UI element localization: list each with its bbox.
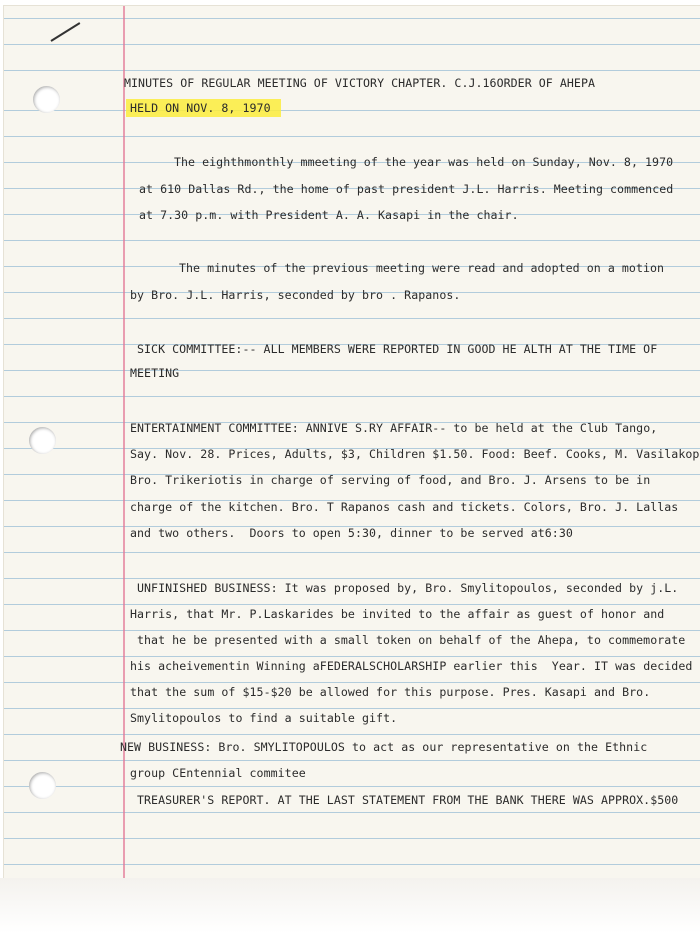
body-line: Harris, that Mr. P.Laskarides be invited to the affair as guest of honor and bbox=[130, 607, 665, 621]
pen-mark bbox=[50, 22, 80, 42]
scan-background bbox=[0, 878, 700, 933]
punch-hole-bottom bbox=[29, 772, 56, 799]
body-line: and two others. Doors to open 5:30, dinner to be served at6:30 bbox=[130, 526, 573, 540]
body-line: by Bro. J.L. Harris, seconded by bro . Rapanos. bbox=[130, 288, 461, 302]
body-line: The eighthmonthly mmeeting of the year was held on Sunday, Nov. 8, 1970 bbox=[174, 155, 674, 169]
new-business-line: NEW BUSINESS: Bro. SMYLITOPOULOS to act as our representative on the Ethnic bbox=[120, 740, 648, 754]
punch-hole-middle bbox=[29, 427, 56, 454]
unfinished-business-line: UNFINISHED BUSINESS: It was proposed by, Bro. Smylitopoulos, seconded by j.L. bbox=[137, 581, 679, 595]
date-line bbox=[126, 101, 281, 115]
body-line: at 7.30 p.m. with President A. A. Kasapi in the chair. bbox=[139, 208, 519, 222]
punch-hole-top bbox=[33, 86, 60, 113]
body-line: Smylitopoulos to find a suitable gift. bbox=[130, 711, 398, 725]
date-highlight: HELD ON NOV. 8, 1970 bbox=[126, 99, 281, 117]
body-line: that the sum of $15-$20 be allowed for this purpose. Pres. Kasapi and Bro. bbox=[130, 685, 651, 699]
body-line: charge of the kitchen. Bro. T Rapanos cash and tickets. Colors, Bro. J. Lallas bbox=[130, 500, 679, 514]
body-line: that he be presented with a small token on behalf of the Ahepa, to commemorate bbox=[137, 633, 686, 647]
sick-committee-line: SICK COMMITTEE:-- ALL MEMBERS WERE REPORTED IN GOOD HE ALTH AT THE TIME OF bbox=[137, 342, 658, 356]
body-line: Bro. Trikeriotis in charge of serving of food, and Bro. J. Arsens to be in bbox=[130, 473, 651, 487]
body-line: his acheivementin Winning aFEDERALSCHOLARSHIP earlier this Year. IT was decided bbox=[130, 659, 693, 673]
body-line: Say. Nov. 28. Prices, Adults, $3, Children $1.50. Food: Beef. Cooks, M. Vasilakop bbox=[130, 447, 700, 461]
body-line: MEETING bbox=[130, 366, 180, 380]
notebook-page bbox=[4, 6, 700, 878]
body-line: group CEntennial commitee bbox=[130, 766, 306, 780]
body-line: at 610 Dallas Rd., the home of past president J.L. Harris. Meeting commenced bbox=[139, 182, 674, 196]
heading: MINUTES OF REGULAR MEETING OF VICTORY CHAPTER. C.J.16ORDER OF AHEPA bbox=[124, 76, 596, 90]
treasurer-report-line: TREASURER'S REPORT. AT THE LAST STATEMENT FROM THE BANK THERE WAS APPROX.$500 bbox=[137, 793, 679, 807]
body-line: The minutes of the previous meeting were read and adopted on a motion bbox=[179, 261, 665, 275]
entertainment-committee-line: ENTERTAINMENT COMMITTEE: ANNIVE S.RY AFFAIR-- to be held at the Club Tango, bbox=[130, 421, 658, 435]
